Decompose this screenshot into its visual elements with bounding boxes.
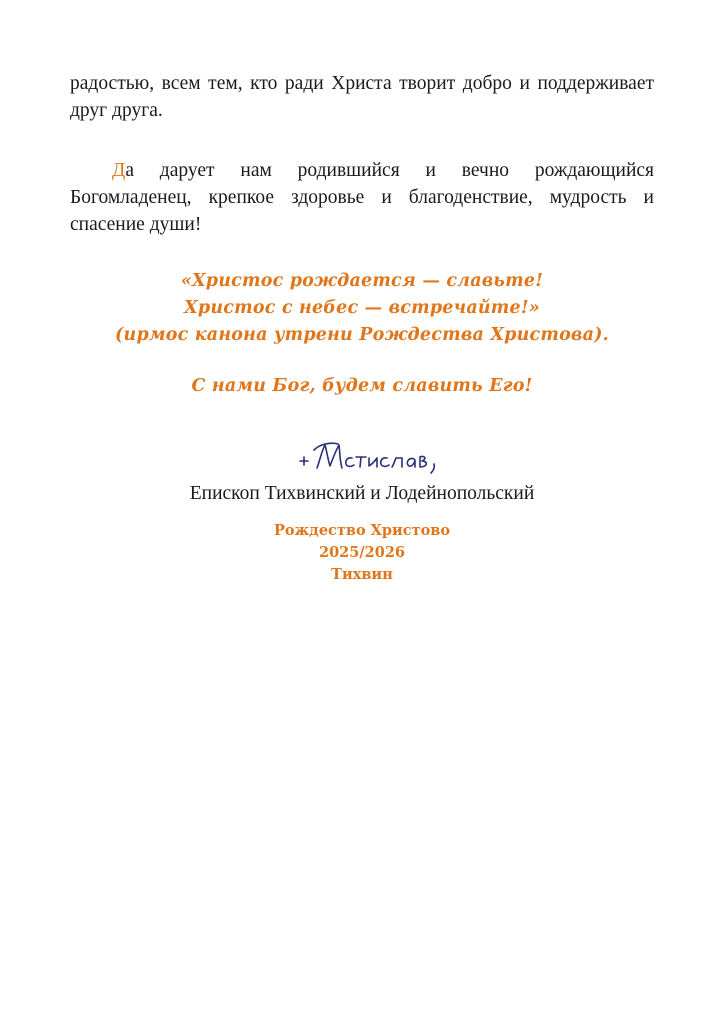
hymn-quote xyxy=(0,268,724,349)
paragraph-text: радостью, всем тем, кто ради Христа творит добро и поддерживает друг друга. xyxy=(70,73,654,121)
footer-occasion: Рождество Христово xyxy=(273,522,451,539)
quote-line-1: «Христос рождается — славьте! xyxy=(180,271,544,291)
footer-place: Тихвин xyxy=(331,566,393,583)
motto: С нами Бог, будем славить Его! xyxy=(191,376,533,396)
paragraph-text: а дарует нам родившийся и вечно рождающийся Богомладенец, крепкое здоровье и благоденствие, мудрость и спасение души! xyxy=(70,160,654,235)
quote-line-2: Христос с небес — встречайте!» xyxy=(184,298,540,318)
drop-cap-letter: Д xyxy=(112,160,126,181)
paragraph-wish xyxy=(70,157,654,238)
quote-source: (ирмос канона утрени Рождества Христова). xyxy=(115,325,609,345)
footer-year: 2025/2026 xyxy=(318,544,405,561)
bishop-title: Епископ Тихвинский и Лодейнопольский xyxy=(189,483,535,504)
date-place-footer xyxy=(0,520,724,586)
paragraph-closing-blessing xyxy=(70,70,654,124)
handwritten-signature xyxy=(290,436,450,478)
signature-graphic xyxy=(290,436,450,478)
